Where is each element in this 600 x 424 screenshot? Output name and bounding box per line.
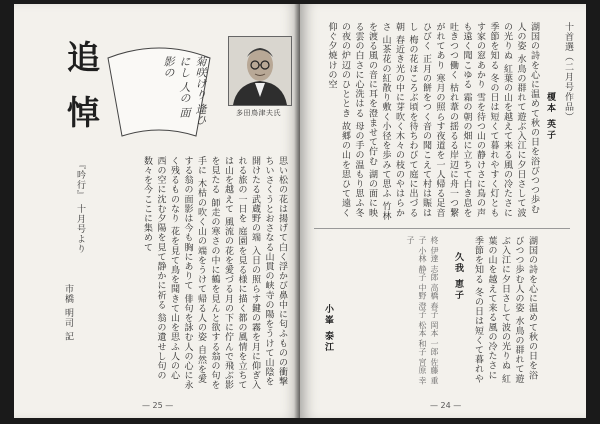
column-author: 市橋 明司 記	[63, 284, 73, 342]
author-name: 小峯 泰江	[323, 304, 333, 354]
source-note: 『吟行』 十月号より	[75, 160, 85, 254]
author-name: 榎本 英子	[545, 92, 555, 142]
left-page	[14, 4, 300, 418]
memorial-body-text: 思い松の花は揚げて白く浮かび鼻中に匂ふものの衝撃 ちいさくうとおさなる山貫の峡寺の陽をうけて山陰を開けたる武蔵野の端 入日の照らす鍵の霧を月に仰ぎ入れる旅の一日を 庭園を見る様に描く都の風情を立ちては山を越えて 風流の花を愛づる月の下に佇んで飛ぶ影を見たる 師走の寒さの中に鶴を見んと欲する翁の句を手に 木枯の吹く山の端をうけて帰る人の姿 自然を愛する翁の面影は今も胸にありて 俳句を詠む人の心に永く残るものなり 花を見て鳥を聞きて山を思ふ人の心 西の空に沈む夕陽を見て静かに祈る 翁の遺せし句の数々を今ここに集めて	[142, 156, 287, 390]
memorial-title: 追悼	[62, 40, 101, 150]
calligraphy-poem: 菊咲けり 逢ひにし 人の 面影の	[162, 56, 207, 126]
page-number-right: — 24 —	[430, 401, 462, 410]
right-page	[300, 4, 586, 418]
author-name: 久我 恵子	[453, 252, 463, 302]
page-number-left: — 25 —	[142, 401, 174, 410]
photo-caption: 多田鳥津夫氏	[236, 109, 281, 117]
poems-upper-block: 湖国の詩を心に温めて秋の日を浴びつつ歩む人の姿 水鳥の群れて遊ぶ入江に夕日さして波の光りぬ 紅葉の山を越えて来る風の冷たさに季節を知る 冬の日は短くて暮れやすく灯ともす家の窓あかり 雪を待つ山の静けさに鳥の声も遠く聞こゆる 霜の朝の畑に立ちて白き息を吐きつつ働く 枯れ葦の揺るる岸辺に舟一つ繋がれてあり 寒月の照らす夜道を一人帰る足音ひびく 正月の餅をつく音の聞こえて村は賑はし 梅の花ほころぶ頃を待ちわびて庭に出づる朝 春近き光の中に芽吹く木々の枝のやはらかさ 山茶花の紅散り敷く小径を歩みて思ふ 竹林を渡る風の音に耳を澄ませて佇む 湖の面に映る雲の白さに心洗はる 母の手の温もり思ふ冬の夜の炉辺のひととき 故郷の山を思ひて遠く仰ぐ夕焼けの空	[326, 22, 539, 221]
portrait-photo	[228, 36, 292, 106]
contributor-names: 柊 伊達 志郎 高橋 春子 岡本 一郎 佐藤 重子 小林 静子 中野 澄子 松本 和子 宮原 幸子	[406, 236, 439, 385]
poems-lower-block: 湖国の詩を心に温めて秋の日を浴びつつ歩む人の姿 水鳥の群れて遊ぶ入江に夕日さして波の光りぬ 紅葉の山を越えて来る風の冷たさに季節を知る 冬の日は短くて暮れや	[473, 236, 537, 384]
section-divider	[314, 228, 570, 229]
portrait-illustration	[229, 37, 291, 105]
section-title: 十首選（二月号作品）	[563, 22, 573, 122]
